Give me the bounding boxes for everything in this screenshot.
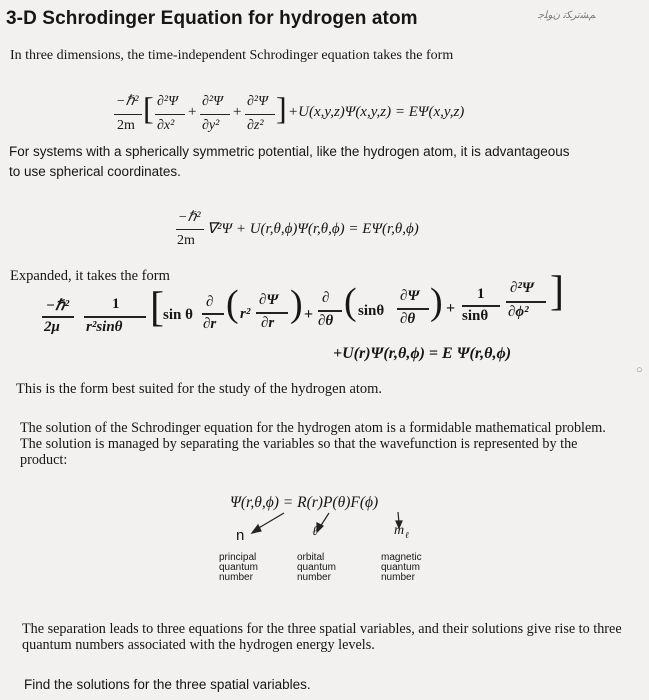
symbol-m: m bbox=[394, 523, 405, 538]
eq1-prefix-den: 2m bbox=[117, 118, 135, 133]
eq1-rest: +U(x,y,z)Ψ(x,y,z) = EΨ(x,y,z) bbox=[288, 104, 465, 120]
best-form-text: This is the form best suited for the study of the hydrogen atom. bbox=[16, 381, 383, 397]
intro-text: In three dimensions, the time-independent Schrodinger equation takes the form bbox=[10, 48, 454, 63]
eq3-line2: +U(r)Ψ(r,θ,ϕ) = E Ψ(r,θ,ϕ) bbox=[333, 345, 512, 362]
eq3-a-num: −ℏ² bbox=[46, 298, 70, 314]
margin-mark: ○ bbox=[636, 364, 643, 376]
eq3-c-num: 1 bbox=[477, 286, 485, 302]
task-text: Find the solutions for the three spatial variables. bbox=[24, 677, 311, 692]
eq1-plus-1: + bbox=[188, 104, 197, 120]
page-title: 3-D Schrodinger Equation for hydrogen atom bbox=[6, 8, 418, 29]
eq3-plus-1: + bbox=[304, 306, 314, 323]
eq1-term3-num: ∂²Ψ bbox=[247, 94, 268, 109]
separation-text: The separation leads to three equations for the three spatial variables, and their solutions give rise to three quantum numbers associated with the hydrogen energy levels. bbox=[22, 621, 622, 653]
eq1-term1-num: ∂²Ψ bbox=[157, 94, 178, 109]
eq3-d3-num: ∂ bbox=[322, 290, 330, 306]
eq3-b-num: 1 bbox=[112, 296, 120, 312]
eq3-bracket-right: ] bbox=[550, 269, 564, 315]
eq1-prefix-num: −ℏ² bbox=[116, 94, 139, 109]
arrow-principal bbox=[257, 513, 284, 529]
label-magnetic: magnetic quantum number bbox=[381, 552, 422, 583]
spherical-text-1: For systems with a spherically symmetric potential, like the hydrogen atom, it is advantageous bbox=[9, 144, 570, 159]
eq3-d3-den: ∂θ bbox=[318, 313, 334, 329]
eq3-d5-den: ∂ϕ² bbox=[508, 304, 529, 320]
symbol-m-sub: ℓ bbox=[405, 530, 409, 540]
eq3-sin2: sinθ bbox=[358, 303, 385, 319]
eq1-term2-den: ∂y² bbox=[202, 118, 220, 133]
product-equation: Ψ(r,θ,ϕ) = R(r)P(θ)F(ϕ) bbox=[230, 494, 379, 511]
eq3-r2: r² bbox=[240, 306, 251, 322]
spherical-text-2: to use spherical coordinates. bbox=[9, 164, 181, 179]
eq2-num: −ℏ² bbox=[178, 210, 201, 225]
eq3-d5-num: ∂²Ψ bbox=[510, 280, 534, 296]
eq3-d2-den: ∂r bbox=[261, 315, 275, 331]
label-principal: principal quantum number bbox=[219, 552, 258, 583]
label-orbital: orbital quantum number bbox=[297, 552, 336, 583]
eq3-bracket-left: [ bbox=[150, 285, 164, 331]
eq3-c-den: sinθ bbox=[462, 308, 489, 324]
eq3-d4-den: ∂θ bbox=[400, 311, 416, 327]
eq1-bracket-right: ] bbox=[276, 90, 287, 126]
eq2-rest: ∇²Ψ + U(r,θ,ϕ)Ψ(r,θ,ϕ) = EΨ(r,θ,ϕ) bbox=[207, 221, 419, 237]
eq3-sin1: sin θ bbox=[163, 307, 193, 323]
eq3-d1-den: ∂r bbox=[203, 316, 217, 332]
solution-text: The solution of the Schrodinger equation for the hydrogen atom is a formidable mathematical problem. The solution is managed by separating the variables so that the wavefunction is represented by the product: bbox=[20, 420, 606, 468]
eq3-a-den: 2μ bbox=[44, 319, 60, 335]
eq3-b-den: r²sinθ bbox=[86, 319, 123, 335]
eq3-d2-num: ∂Ψ bbox=[259, 292, 279, 308]
handwritten-note: ﻢﺸﺗﺮﻜﺗ ﻥﻮﻠﺟ bbox=[538, 10, 596, 21]
eq1-term3-den: ∂z² bbox=[247, 118, 264, 133]
eq3-paren-1r: ) bbox=[290, 283, 303, 325]
eq1-term2-num: ∂²Ψ bbox=[202, 94, 223, 109]
eq2-den: 2m bbox=[177, 233, 195, 248]
eq3-paren-2l: ( bbox=[344, 281, 357, 323]
eq1-bracket-left: [ bbox=[143, 90, 154, 126]
eq3-d1-num: ∂ bbox=[206, 294, 214, 310]
expanded-text: Expanded, it takes the form bbox=[10, 268, 170, 284]
eq1-plus-2: + bbox=[233, 104, 242, 120]
eq3-plus-2: + bbox=[446, 300, 456, 317]
eq3-d4-num: ∂Ψ bbox=[400, 288, 420, 304]
eq3-paren-1l: ( bbox=[226, 283, 239, 325]
eq1-term1-den: ∂x² bbox=[157, 118, 175, 133]
arrow-principal-head bbox=[252, 525, 261, 533]
symbol-l: ℓ bbox=[312, 523, 318, 538]
eq3-paren-2r: ) bbox=[430, 281, 443, 323]
symbol-n: n bbox=[236, 527, 245, 544]
